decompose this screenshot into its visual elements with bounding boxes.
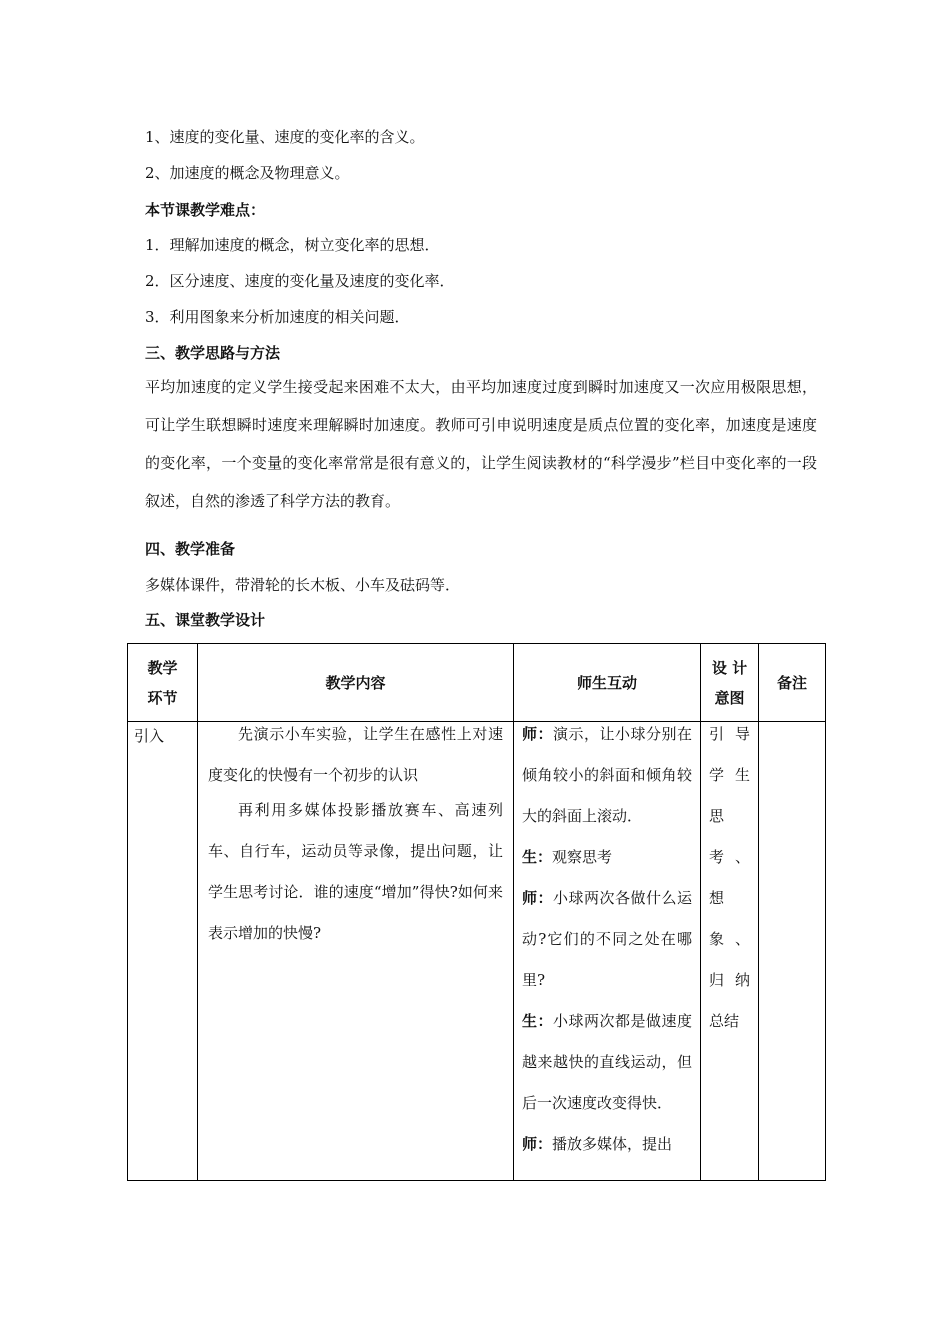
interaction-text: 小球两次各做什么运动?它们的不同之处在哪里? <box>522 889 692 989</box>
intent-line: 象 、 <box>709 930 750 948</box>
intent-line: 考 、 <box>709 848 750 866</box>
cell-interaction <box>514 722 701 1181</box>
interaction-line <box>522 1124 692 1165</box>
section3-body: 平均加速度的定义学生接受起来困难不太大，由平均加速度过度到瞬时加速度又一次应用极限思想，可让学生联想瞬时速度来理解瞬时加速度。教师可引申说明速度是质点位置的变化率，加速度是速度的变化率，一个变量的变化率常常是很有意义的，让学生阅读教材的“科学漫步”栏目中变化率的一段叙述，自然的渗透了科学方法的教育。 <box>145 378 817 510</box>
intent-line: 想 <box>709 889 725 907</box>
intent-line: 归 纳 <box>709 971 750 989</box>
speaker-label: 师： <box>522 725 553 743</box>
intent-line: 思 <box>709 807 725 825</box>
interaction-line <box>522 837 692 878</box>
content-paragraph-2: 再利用多媒体投影播放赛车、高速列车、自行车，运动员等录像，提出问题，让学生思考讨论．谁的速度“增加”得快?如何来表示增加的快慢? <box>208 801 503 942</box>
header-stage-line1: 教学 <box>147 658 178 677</box>
header-intent-line1: 设 计 <box>711 658 748 677</box>
interaction-line <box>522 1001 692 1124</box>
difficulty-1: 1．理解加速度的概念，树立变化率的思想． <box>145 236 440 254</box>
cell-intent <box>701 722 759 1181</box>
intent-line: 引 导 <box>709 725 750 743</box>
lesson-design-table <box>127 643 826 1181</box>
section4-body: 多媒体课件，带滑轮的长木板、小车及砝码等． <box>145 576 461 594</box>
table-header-row <box>128 644 826 722</box>
table-row <box>128 722 826 1181</box>
difficulty-3: 3．利用图象来分析加速度的相关问题． <box>145 308 410 326</box>
speaker-label: 生： <box>522 1012 553 1030</box>
difficulty-2: 2．区分速度、速度的变化量及速度的变化率． <box>145 272 455 290</box>
key-point-2: 2、加速度的概念及物理意义。 <box>145 164 350 182</box>
speaker-label: 师： <box>522 889 553 907</box>
key-point-1: 1、速度的变化量、速度的变化率的含义。 <box>145 128 425 146</box>
stage-text: 引入 <box>134 727 165 745</box>
speaker-label: 师： <box>522 1135 553 1153</box>
interaction-line <box>522 878 692 1001</box>
interaction-text: 小球两次都是做速度越来越快的直线运动，但后一次速度改变得快． <box>522 1012 692 1112</box>
header-notes: 备注 <box>759 644 826 722</box>
interaction-line <box>522 714 692 837</box>
interaction-text: 演示，让小球分别在倾角较小的斜面和倾角较大的斜面上滚动． <box>522 725 692 825</box>
header-stage-line2: 环节 <box>147 688 178 707</box>
speaker-label: 生： <box>522 848 553 866</box>
header-intent <box>701 644 759 722</box>
header-intent-line2: 意图 <box>714 688 745 707</box>
intent-line: 总结 <box>709 1012 740 1030</box>
difficulties-heading: 本节课教学难点： <box>145 201 266 219</box>
section5-heading: 五、课堂教学设计 <box>145 611 266 629</box>
interaction-text: 播放多媒体，提出 <box>552 1135 673 1153</box>
section4-heading: 四、教学准备 <box>145 540 236 558</box>
interaction-text: 观察思考 <box>552 848 613 866</box>
header-stage <box>128 644 198 722</box>
section3-heading: 三、教学思路与方法 <box>145 344 281 362</box>
cell-content <box>198 722 514 1181</box>
cell-notes <box>759 722 826 1181</box>
content-paragraph-1: 先演示小车实验，让学生在感性上对速度变化的快慢有一个初步的认识 <box>208 725 503 784</box>
intent-line: 学 生 <box>709 766 750 784</box>
header-interaction: 师生互动 <box>514 644 701 722</box>
header-content: 教学内容 <box>198 644 514 722</box>
cell-stage <box>128 722 198 1181</box>
